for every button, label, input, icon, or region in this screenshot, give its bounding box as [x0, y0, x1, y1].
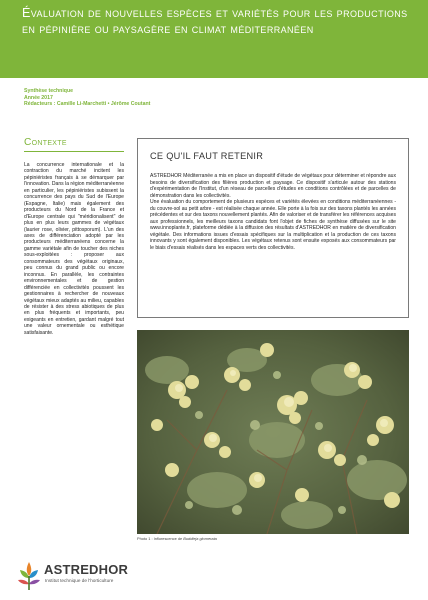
document-year: Année 2017 — [24, 94, 53, 101]
key-points-paragraph: ASTREDHOR Méditerranée a mis en place un dispositif d'étude de végétaux pour déterminer et répondre aux besoins de diversification des filières production et paysage. Ce dispositif s'articule autour des stations d'expérimentation de l'Institut, d'un réseau de parcelles d'études en conditions contrôlées et de parcelles de démonstration dans les collectivités. — [150, 173, 396, 199]
document-type: Synthèse technique — [24, 88, 74, 94]
context-section — [24, 137, 124, 336]
buddleja-photo — [137, 330, 409, 534]
caption-prefix: Photo 1 : Inflorescence de — [137, 536, 184, 541]
caption-species: Buddleja glomerata — [183, 536, 217, 541]
context-heading: Contexte — [24, 137, 67, 148]
astredhor-emblem-icon — [14, 558, 44, 592]
astredhor-logo — [14, 558, 144, 594]
logo-name: ASTREDHOR — [44, 562, 129, 577]
document-authors: Rédacteurs : Camille Li-Marchetti • Jérôme Coutant — [24, 101, 151, 108]
key-points-box — [137, 138, 409, 318]
context-body: La concurrence internationale et la contraction du marché incitent les pépiniéristes français à se démarquer par l'innovation. Dans la région méditerranéenne en particulier, les pépiniéristes subissent la concurrence des pays du Sud de l'Europe (Espagne, Italie) mais également des producteurs du Nord de la France et d'Europe centrale qui "méridionalisent" de plus en plus leurs gammes de végétaux (laurier rose, olivier, pittosporum). L'un des axes de différenciation adopté par les producteurs méditerranéens concerne la gamme variétale afin de toucher des niches sous-exploitées : proposer aux consommateurs des végétaux originaux, peu connus du grand public ou encore inconnus. En parallèle, les contraintes environnementales et de gestion différenciée en collectivités poussent les gestionnaires à rechercher de nouveaux végétaux mieux adaptés au milieu, capables de résister à des stress abiotiques de plus en plus fréquents et importants, peu exigeants en entretien, gardant malgré tout une valeur ornementale ou esthétique satisfaisante. — [24, 162, 125, 336]
photo-caption — [137, 536, 217, 541]
key-points-title: CE QU'IL FAUT RETENIR — [150, 151, 264, 161]
document-title: Évaluation de nouvelles espèces et variétés pour les productions en pépinière ou paysagère en climat méditerranéen — [22, 6, 408, 36]
logo-subtitle: Institut technique de l'horticulture — [45, 578, 114, 583]
document-meta — [24, 88, 150, 108]
title-banner — [0, 0, 428, 78]
context-divider — [24, 151, 124, 152]
key-points-paragraph: Une évaluation du comportement de plusieurs espèces et variétés élevées en conditions méditerranéennes - du couvre-sol au petit arbre - est réalisée chaque année. Elle porte à la fois sur des taxons plantés les années précédentes et sur des taxons nouvellement plantés. Afin de valoriser et de transférer les références acquises aux professionnels, les meilleurs taxons candidats font l'objet de fiches de synthèse diffusées sur le site www.innoplante.fr, plateforme dédiée à la diffusion des résultats d'ASTREDHOR en matière de diversification végétale. Des informations issues d'essais spécifiques sur la multiplication et la production de ces taxons innovants y sont également disponibles. Les végétaux retenus sont ensuite exposés aux consommateurs par le biais d'essais réalisés dans les espaces verts des collectivités. — [150, 199, 396, 252]
key-points-body — [150, 173, 396, 252]
plant-photo-image — [137, 330, 409, 534]
